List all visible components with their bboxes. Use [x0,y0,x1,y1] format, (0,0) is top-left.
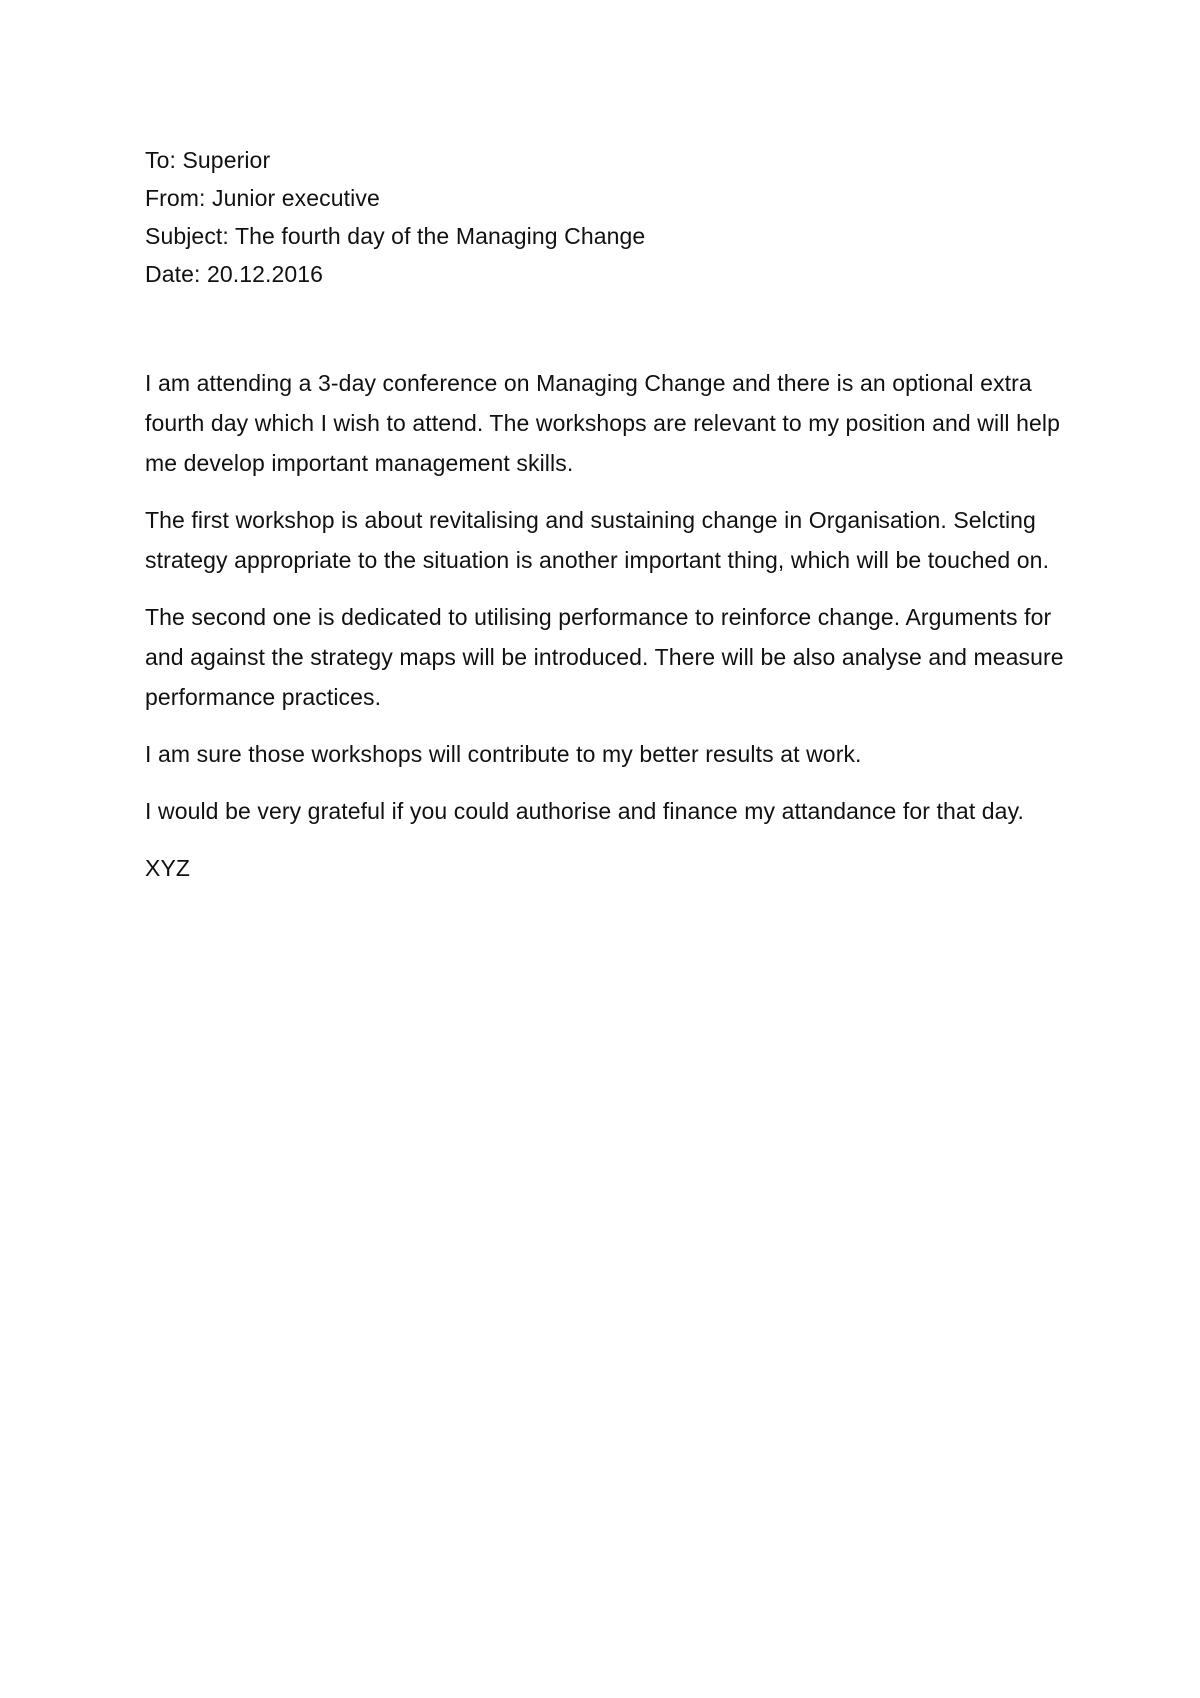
memo-to: To: Superior [145,147,271,173]
body-paragraph: I would be very grateful if you could authorise and finance my attandance for that day. [145,798,1024,824]
memo-date: Date: 20.12.2016 [145,261,324,287]
signature: XYZ [145,855,191,881]
body-paragraph: I am sure those workshops will contribute to my better results at work. [145,741,862,767]
memo-subject: Subject: The fourth day of the Managing Change [145,223,646,249]
body-paragraph: The second one is dedicated to utilising performance to reinforce change. Arguments for and against the strategy maps will be introduced. There will be also analyse and measure performance practices. [145,604,1064,710]
memo-from: From: Junior executive [145,185,380,211]
memo-body [145,363,1075,888]
body-paragraph: The first workshop is about revitalising and sustaining change in Organisation. Selcting strategy appropriate to the situation is another important thing, which will be touched on. [145,507,1050,573]
body-paragraph: I am attending a 3-day conference on Managing Change and there is an optional extra fourth day which I wish to attend. The workshops are relevant to my position and will help me develop important management skills. [145,370,1060,476]
memo [145,141,1075,888]
memo-header [145,141,1075,293]
